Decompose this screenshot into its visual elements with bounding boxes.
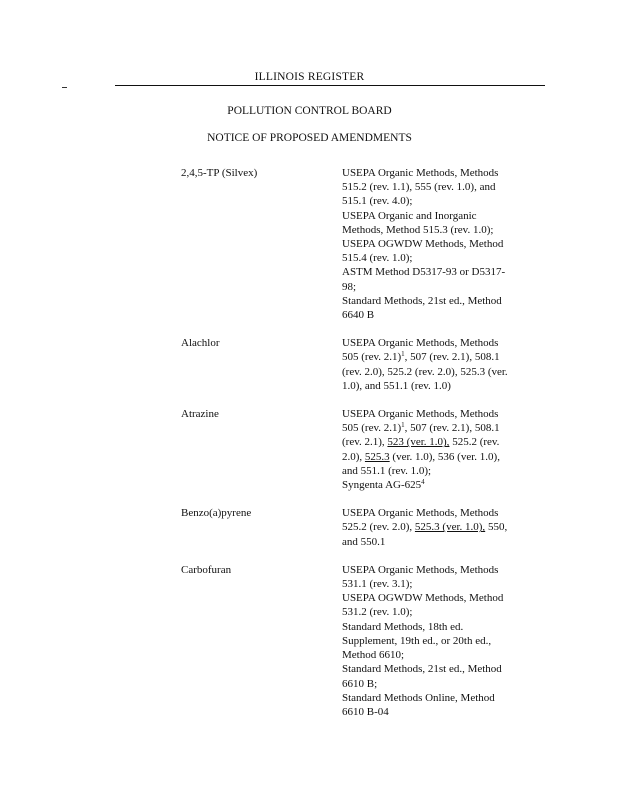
margin-mark (62, 87, 67, 88)
contaminant-entry (0, 336, 619, 393)
method-text: USEPA Organic and Inorganic (342, 209, 477, 222)
method-line (342, 535, 537, 549)
method-line (342, 577, 537, 591)
contaminant-name: Atrazine (181, 408, 219, 421)
method-line (342, 265, 537, 279)
method-text: USEPA Organic Methods, Methods (342, 408, 499, 421)
analytical-methods (342, 506, 537, 549)
contaminant-method-list (0, 166, 619, 733)
method-line (342, 379, 537, 393)
analytical-methods (342, 336, 537, 393)
method-text: USEPA OGWDW Methods, Method (342, 592, 504, 605)
header-rule (115, 85, 545, 86)
method-line (342, 308, 537, 322)
method-line (342, 223, 537, 237)
method-text: 98; (342, 280, 357, 293)
method-line (342, 336, 537, 350)
method-line (342, 591, 537, 605)
method-text: 505 (rev. 2.1) (342, 351, 402, 364)
method-text: and 550.1 (342, 535, 386, 548)
method-line (342, 251, 537, 265)
method-text: and 551.1 (rev. 1.0); (342, 464, 432, 477)
board-name: POLLUTION CONTROL BOARD (227, 105, 392, 117)
footnote-marker: 1 (401, 350, 405, 359)
method-line (342, 450, 537, 464)
contaminant-entry (0, 563, 619, 719)
method-line (342, 648, 537, 662)
notice-title: NOTICE OF PROPOSED AMENDMENTS (207, 132, 412, 144)
method-line (342, 194, 537, 208)
method-text: 2.0), (342, 450, 365, 463)
method-line (342, 478, 537, 492)
method-text: Supplement, 19th ed., or 20th ed., (342, 634, 492, 647)
method-line (342, 280, 537, 294)
method-text: USEPA Organic Methods, Methods (342, 337, 499, 350)
contaminant-entry (0, 407, 619, 492)
underlined-amendment-text: 525.3 (ver. 1.0), (414, 521, 486, 534)
analytical-methods (342, 407, 537, 492)
method-text: 515.2 (rev. 1.1), 555 (rev. 1.0), and (342, 181, 496, 194)
method-text: , 507 (rev. 2.1), 508.1 (404, 422, 500, 435)
method-text: Standard Methods, 18th ed. (342, 620, 464, 633)
contaminant-entry (0, 166, 619, 322)
method-text: 550, (485, 521, 508, 534)
method-text: Standard Methods Online, Method (342, 691, 495, 704)
register-title: ILLINOIS REGISTER (254, 71, 365, 83)
method-text: 515.1 (rev. 4.0); (342, 195, 413, 208)
contaminant-entry (0, 506, 619, 549)
underlined-amendment-text: 523 (ver. 1.0), (387, 436, 450, 449)
method-line (342, 620, 537, 634)
method-line (342, 294, 537, 308)
method-text: 531.1 (rev. 3.1); (342, 578, 413, 591)
method-line (342, 677, 537, 691)
method-text: 531.2 (rev. 1.0); (342, 606, 413, 619)
analytical-methods (342, 563, 537, 719)
method-text: 525.2 (rev. 2.0), (342, 521, 415, 534)
contaminant-name: Benzo(a)pyrene (181, 507, 252, 520)
method-text: , 507 (rev. 2.1), 508.1 (404, 351, 500, 364)
method-text: USEPA Organic Methods, Methods (342, 167, 499, 179)
contaminant-name: Carbofuran (181, 563, 232, 576)
method-text: (ver. 1.0), 536 (ver. 1.0), (389, 450, 500, 463)
method-line (342, 705, 537, 719)
method-text: Standard Methods, 21st ed., Method (342, 294, 502, 307)
footnote-marker: 1 (401, 421, 405, 430)
underlined-amendment-text: 525.3 (364, 450, 390, 463)
contaminant-name: 2,4,5-TP (Silvex) (181, 167, 258, 179)
method-text: Methods, Method 515.3 (rev. 1.0); (342, 223, 494, 236)
method-line (342, 605, 537, 619)
method-line (342, 506, 537, 520)
method-text: Method 6610; (342, 649, 405, 662)
method-line (342, 435, 537, 449)
method-text: ASTM Method D5317-93 or D5317- (342, 266, 506, 279)
method-text: 1.0), and 551.1 (rev. 1.0) (342, 379, 451, 392)
method-text: Standard Methods, 21st ed., Method (342, 663, 502, 676)
method-text: (rev. 2.1), (342, 436, 388, 449)
method-text: 6640 B (342, 309, 375, 322)
method-line (342, 209, 537, 223)
method-line (342, 407, 537, 421)
analytical-methods (342, 166, 537, 322)
method-line (342, 563, 537, 577)
method-text: (rev. 2.0), 525.2 (rev. 2.0), 525.3 (ver. (342, 365, 508, 378)
method-text: 505 (rev. 2.1) (342, 422, 402, 435)
method-line (342, 365, 537, 379)
method-text: 6610 B; (342, 677, 378, 690)
method-line (342, 421, 537, 435)
method-line (342, 662, 537, 676)
method-text: 515.4 (rev. 1.0); (342, 252, 413, 265)
method-text: 525.2 (rev. (449, 436, 500, 449)
contaminant-name: Alachlor (181, 337, 220, 350)
method-text: 6610 B-04 (342, 705, 389, 718)
method-text: USEPA Organic Methods, Methods (342, 507, 499, 520)
method-text: USEPA OGWDW Methods, Method (342, 238, 504, 251)
method-line (342, 237, 537, 251)
method-line (342, 691, 537, 705)
method-line (342, 166, 537, 180)
method-line (342, 350, 537, 364)
method-text: Syngenta AG-625 (342, 479, 422, 492)
method-line (342, 180, 537, 194)
method-line (342, 634, 537, 648)
method-line (342, 464, 537, 478)
method-text: USEPA Organic Methods, Methods (342, 563, 499, 576)
footnote-marker: 4 (421, 478, 425, 487)
method-line (342, 520, 537, 534)
